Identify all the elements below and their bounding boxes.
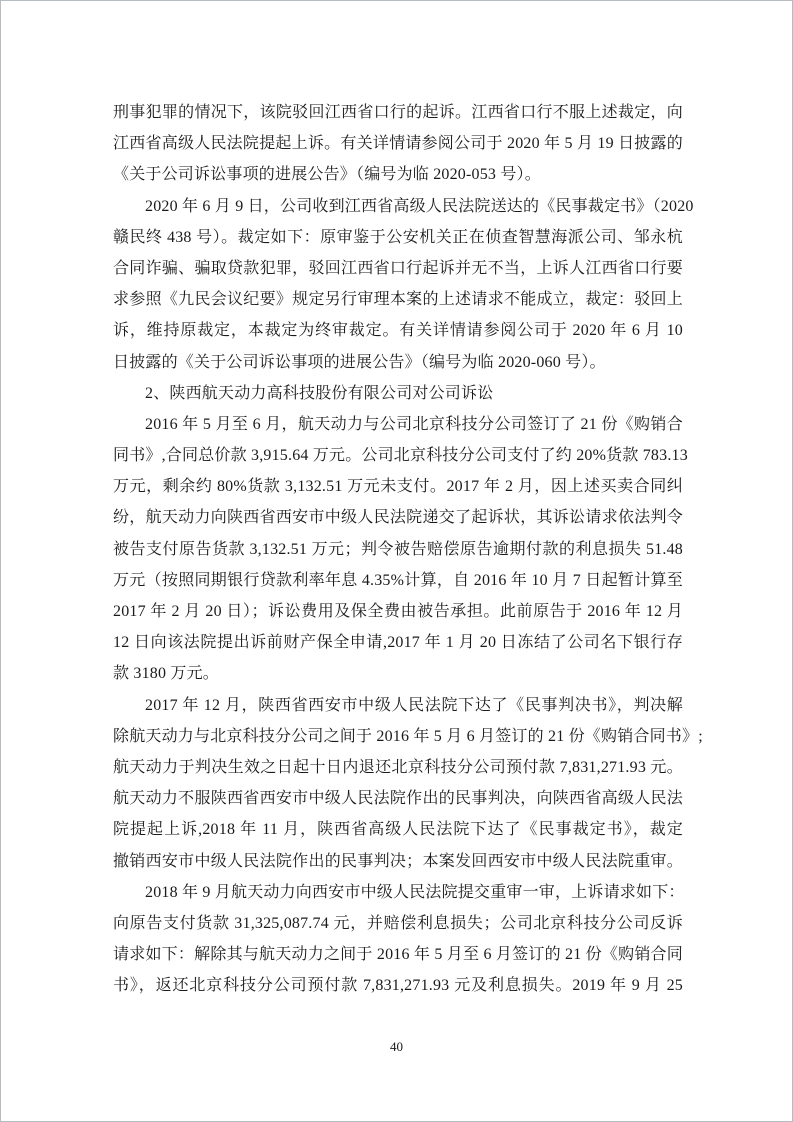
text-line: 2018 年 9 月航天动力向西安市中级人民法院提交重审一审，上诉请求如下： <box>145 883 685 901</box>
text-line: 纷，航天动力向陕西省西安市中级人民法院递交了起诉状，其诉讼请求依法判令 <box>113 509 683 527</box>
text-line: 向原告支付货款 31,325,087.74 元，并赔偿利息损失；公司北京科技分公司反诉 <box>113 914 683 932</box>
text-line: 请求如下：解除其与航天动力之间于 2016 年 5 月至 6 月签订的 21 份《购销合同 <box>113 946 683 964</box>
text-line: 12 日向该法院提出诉前财产保全申请,2017 年 1 月 20 日冻结了公司名下银行存 <box>113 634 683 652</box>
text-line: 除航天动力与北京科技分公司之间于 2016 年 5 月 6 月签订的 21 份《购销合同书》; <box>113 727 703 745</box>
text-line: 《关于公司诉讼事项的进展公告》（编号为临 2020-053 号）。 <box>113 166 541 184</box>
text-line: 日披露的《关于公司诉讼事项的进展公告》（编号为临 2020-060 号）。 <box>113 353 606 371</box>
text-line: 赣民终 438 号）。裁定如下：原审鉴于公安机关正在侦查智慧海派公司、邹永杭 <box>113 228 683 246</box>
text-line: 合同诈骗、骗取贷款犯罪，驳回江西省口行起诉并无不当，上诉人江西省口行要 <box>113 259 683 277</box>
text-line: 航天动力于判决生效之日起十日内退还北京科技分公司预付款 7,831,271.93 元。 <box>113 758 683 776</box>
text-line: 2017 年 12 月，陕西省西安市中级人民法院下达了《民事判决书》，判决解 <box>145 696 683 714</box>
text-line: 诉，维持原裁定，本裁定为终审裁定。有关详情请参阅公司于 2020 年 6 月 10 <box>113 322 683 340</box>
text-line: 万元，剩余约 80%货款 3,132.51 万元未支付。2017 年 2 月，因上述买卖合同纠 <box>113 478 683 496</box>
text-line: 求参照《九民会议纪要》规定另行审理本案的上述请求不能成立，裁定：驳回上 <box>113 291 683 309</box>
text-line: 同书》,合同总价款 3,915.64 万元。公司北京科技分公司支付了约 20%货款 783.13 <box>113 447 688 465</box>
text-line: 万元（按照同期银行贷款利率年息 4.35%计算，自 2016 年 10 月 7 日起暂计算至 <box>113 571 683 589</box>
text-line: 书》，返还北京科技分公司预付款 7,831,271.93 元及利息损失。2019 年 9 月 25 <box>113 977 683 995</box>
page-footer <box>1 1037 792 1057</box>
text-line: 款 3180 万元。 <box>113 665 220 683</box>
text-line: 2020 年 6 月 9 日，公司收到江西省高级人民法院送达的《民事裁定书》（2020 <box>145 197 694 215</box>
text-line: 2017 年 2 月 20 日）；诉讼费用及保全费由被告承担。此前原告于 2016 年 12 月 <box>113 603 683 620</box>
text-line: 2016 年 5 月至 6 月，航天动力与公司北京科技分公司签订了 21 份《购销合 <box>145 415 683 433</box>
text-line: 航天动力不服陕西省西安市中级人民法院作出的民事判决，向陕西省高级人民法 <box>113 790 683 808</box>
text-line: 院提起上诉,2018 年 11 月，陕西省高级人民法院下达了《民事裁定书》，裁定 <box>113 821 683 839</box>
text-line: 江西省高级人民法院提起上诉。有关详情请参阅公司于 2020 年 5 月 19 日披露的 <box>113 135 683 153</box>
text-line: 被告支付原告货款 3,132.51 万元；判令被告赔偿原告逾期付款的利息损失 51.48 <box>113 540 683 558</box>
document-text-body <box>113 97 703 1001</box>
text-line: 刑事犯罪的情况下，该院驳回江西省口行的起诉。江西省口行不服上述裁定，向 <box>113 104 683 121</box>
text-line: 2、陕西航天动力高科技股份有限公司对公司诉讼 <box>145 384 494 402</box>
text-line: 撤销西安市中级人民法院作出的民事判决；本案发回西安市中级人民法院重审。 <box>113 852 683 870</box>
page-number: 40 <box>390 1039 403 1054</box>
